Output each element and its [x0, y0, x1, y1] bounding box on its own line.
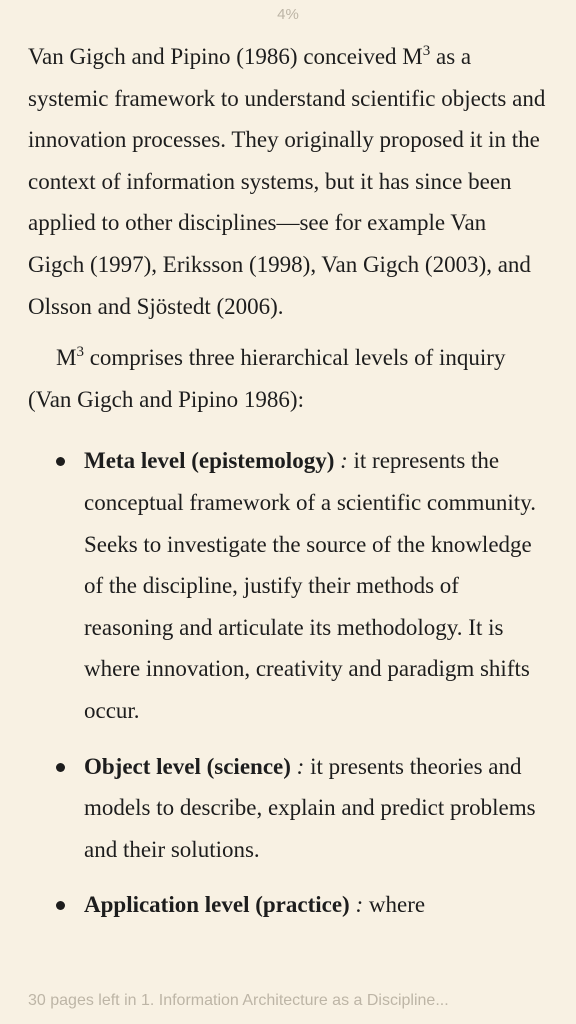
list-item [28, 440, 548, 731]
superscript: 3 [422, 43, 431, 59]
level-description: it represents the conceptual framework of a scientific community. Seeks to investigate the source of the knowledge of the discipline, justify their methods of reasoning and articulate its methodology. It is where innovation, creativity and paradigm shifts occur. [84, 448, 536, 723]
superscript: 3 [76, 344, 84, 361]
paragraph-text: comprises three hierarchical levels of inquiry (Van Gigch and Pipino 1986): [28, 345, 506, 412]
level-term: Meta level (epistemology) [84, 448, 335, 474]
level-description: it presents theories and models to describe, explain and predict problems and their solutions. [84, 753, 536, 862]
paragraph-2 [28, 337, 548, 420]
paragraph-text: as a systemic framework to understand scientific objects and innovation processes. They originally proposed it in the context of information systems, but it has since been applied to other disciplines—see for example Van Gigch (1997), Eriksson (1998), Van Gigch (2003), and Olsson and Sjöstedt (2006). [28, 44, 546, 319]
level-description: where [363, 892, 426, 918]
page-content [28, 36, 548, 940]
bullet-icon [56, 901, 65, 910]
level-colon: : [290, 753, 305, 779]
level-term: Object level (science) [84, 753, 291, 779]
level-term: Application level (practice) [84, 892, 350, 918]
paragraph-text: Van Gigch and Pipino (1986) conceived M [28, 44, 423, 69]
list-item [28, 746, 548, 871]
reading-progress: 4% [277, 6, 299, 23]
list-item [28, 884, 548, 926]
bullet-icon [56, 457, 65, 466]
level-colon: : [334, 448, 348, 474]
pages-left-status: 30 pages left in 1. Information Architecture as a Discipline... [28, 992, 449, 1009]
bullet-icon [56, 763, 65, 772]
level-colon: : [349, 892, 364, 918]
paragraph-text: M [56, 345, 77, 371]
levels-list [28, 440, 548, 926]
paragraph-1 [28, 36, 548, 327]
